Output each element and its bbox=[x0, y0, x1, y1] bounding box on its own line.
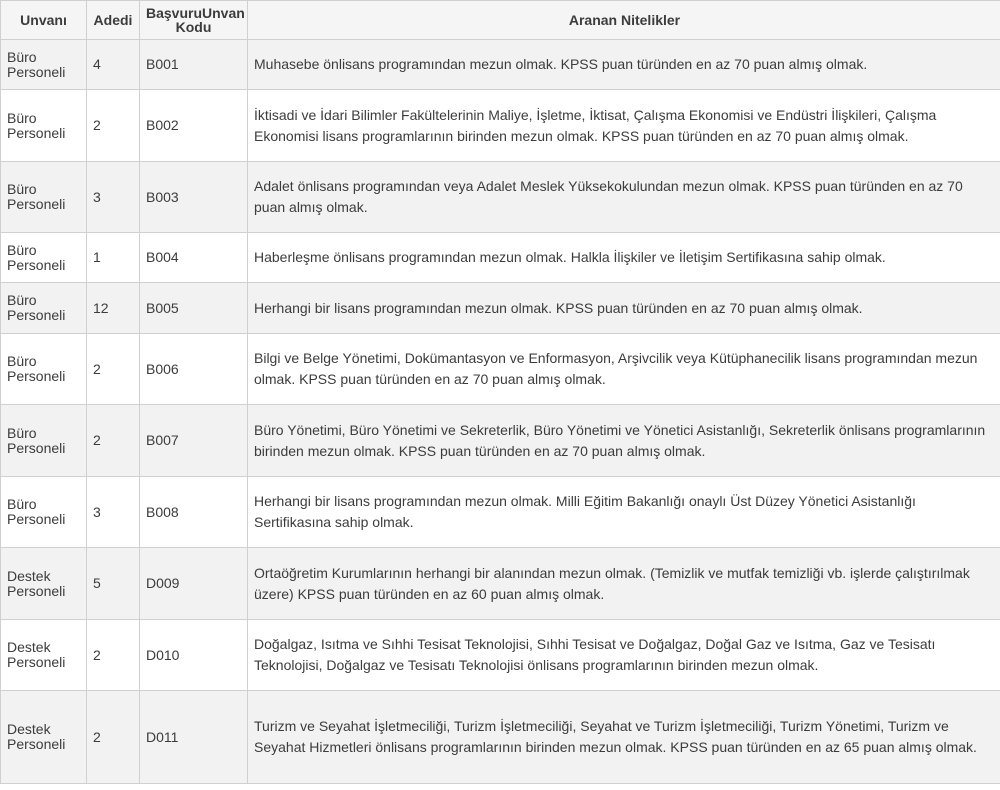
table-row bbox=[1, 477, 1000, 548]
cell-adedi: 12 bbox=[87, 283, 140, 334]
cell-adedi: 2 bbox=[87, 620, 140, 691]
cell-nitelik: Turizm ve Seyahat İşletmeciliği, Turizm İşletmeciliği, Seyahat ve Turizm İşletmeciliği, Turizm Yönetimi, Turizm ve Seyahat Hizmetleri önlisans programlarının birinden mezun olmak. KPSS puan türünden en az 65 puan almış olmak. bbox=[248, 691, 1000, 784]
cell-kod: B004 bbox=[140, 233, 248, 283]
unvan-line2: Personeli bbox=[7, 256, 66, 273]
cell-unvan bbox=[1, 405, 87, 477]
table-row bbox=[1, 233, 1000, 283]
unvan-line2: Personeli bbox=[7, 439, 66, 456]
table-body bbox=[1, 40, 1000, 784]
header-adedi: Adedi bbox=[87, 1, 140, 40]
cell-kod: B008 bbox=[140, 477, 248, 548]
unvan-line1: Büro bbox=[7, 496, 37, 512]
unvan-line2: Personeli bbox=[7, 654, 66, 670]
cell-unvan bbox=[1, 90, 87, 162]
unvan-line1: Büro bbox=[7, 292, 37, 308]
table-row bbox=[1, 40, 1000, 90]
cell-nitelik: Muhasebe önlisans programından mezun olmak. KPSS puan türünden en az 70 puan almış olmak. bbox=[248, 40, 1000, 90]
cell-nitelik: Adalet önlisans programından veya Adalet Meslek Yüksekokulundan mezun olmak. KPSS puan türünden en az 70 puan almış olmak. bbox=[248, 162, 1000, 233]
cell-nitelik: Herhangi bir lisans programından mezun olmak. KPSS puan türünden en az 70 puan almış olmak. bbox=[248, 283, 1000, 334]
unvan-line2: Personeli bbox=[7, 124, 66, 141]
cell-kod: B006 bbox=[140, 334, 248, 405]
unvan-line2: Personeli bbox=[7, 368, 66, 384]
cell-adedi: 2 bbox=[87, 405, 140, 477]
table-row bbox=[1, 162, 1000, 233]
cell-nitelik: İktisadi ve İdari Bilimler Fakültelerinin Maliye, İşletme, İktisat, Çalışma Ekonomisi ve Endüstri İlişkileri, Çalışma Ekonomisi lisans programlarının birinden mezun olmak. KPSS puan türünden en az 70 puan almış olmak. bbox=[248, 90, 1000, 162]
header-basvuru-kodu-line2: Kodu bbox=[175, 19, 212, 35]
cell-unvan bbox=[1, 162, 87, 233]
cell-adedi: 1 bbox=[87, 233, 140, 283]
cell-nitelik: Herhangi bir lisans programından mezun olmak. Milli Eğitim Bakanlığı onaylı Üst Düzey Yönetici Asistanlığı Sertifikasına sahip olmak. bbox=[248, 477, 1000, 548]
cell-unvan bbox=[1, 691, 87, 784]
unvan-line2: Personeli bbox=[7, 196, 66, 212]
unvan-line1: Büro bbox=[7, 424, 37, 441]
cell-kod: D009 bbox=[140, 548, 248, 620]
table-row bbox=[1, 691, 1000, 784]
unvan-line2: Personeli bbox=[7, 307, 66, 323]
cell-unvan bbox=[1, 233, 87, 283]
unvan-line1: Büro bbox=[7, 181, 37, 197]
cell-kod: B005 bbox=[140, 283, 248, 334]
table-row bbox=[1, 620, 1000, 691]
unvan-line1: Büro bbox=[7, 241, 37, 258]
cell-adedi: 3 bbox=[87, 477, 140, 548]
cell-adedi: 3 bbox=[87, 162, 140, 233]
cell-adedi: 5 bbox=[87, 548, 140, 620]
cell-nitelik: Bilgi ve Belge Yönetimi, Dokümantasyon ve Enformasyon, Arşivcilik veya Kütüphanecilik lisans programından mezun olmak. KPSS puan türünden en az 70 puan almış olmak. bbox=[248, 334, 1000, 405]
unvan-line1: Büro bbox=[7, 48, 37, 65]
cell-kod: B007 bbox=[140, 405, 248, 477]
unvan-line1: Büro bbox=[7, 109, 37, 126]
table-header-row bbox=[1, 1, 1000, 40]
header-basvuru-kodu-line1: BaşvuruUnvan bbox=[146, 5, 245, 21]
unvan-line1: Büro bbox=[7, 353, 37, 369]
table-row bbox=[1, 283, 1000, 334]
cell-kod: D010 bbox=[140, 620, 248, 691]
header-aranan-nitelikler: Aranan Nitelikler bbox=[248, 1, 1000, 40]
cell-kod: D011 bbox=[140, 691, 248, 784]
cell-unvan bbox=[1, 40, 87, 90]
unvan-line2: Personeli bbox=[7, 582, 66, 599]
unvan-line1: Destek bbox=[7, 721, 51, 737]
table-row bbox=[1, 334, 1000, 405]
cell-unvan bbox=[1, 548, 87, 620]
cell-adedi: 2 bbox=[87, 334, 140, 405]
cell-nitelik: Ortaöğretim Kurumlarının herhangi bir alanından mezun olmak. (Temizlik ve mutfak temizliği vb. işlerde çalıştırılmak üzere) KPSS puan türünden en az 60 puan almış olmak. bbox=[248, 548, 1000, 620]
header-unvan: Unvanı bbox=[1, 1, 87, 40]
cell-unvan bbox=[1, 283, 87, 334]
cell-adedi: 2 bbox=[87, 90, 140, 162]
table-row bbox=[1, 90, 1000, 162]
cell-adedi: 4 bbox=[87, 40, 140, 90]
cell-nitelik: Doğalgaz, Isıtma ve Sıhhi Tesisat Teknolojisi, Sıhhi Tesisat ve Doğalgaz, Doğal Gaz ve Isıtma, Gaz ve Tesisatı Teknolojisi, Doğalgaz ve Tesisatı Teknolojisi önlisans programlarının birinden mezun olmak. bbox=[248, 620, 1000, 691]
table-row bbox=[1, 405, 1000, 477]
unvan-line2: Personeli bbox=[7, 736, 66, 752]
cell-unvan bbox=[1, 334, 87, 405]
unvan-line1: Destek bbox=[7, 639, 51, 655]
cell-kod: B003 bbox=[140, 162, 248, 233]
unvan-line1: Destek bbox=[7, 567, 51, 584]
header-basvuru-kodu bbox=[140, 1, 248, 40]
cell-kod: B002 bbox=[140, 90, 248, 162]
cell-kod: B001 bbox=[140, 40, 248, 90]
cell-unvan bbox=[1, 477, 87, 548]
cell-unvan bbox=[1, 620, 87, 691]
unvan-line2: Personeli bbox=[7, 63, 66, 80]
cell-nitelik: Haberleşme önlisans programından mezun olmak. Halkla İlişkiler ve İletişim Sertifikasına sahip olmak. bbox=[248, 233, 1000, 283]
unvan-line2: Personeli bbox=[7, 511, 66, 527]
table-row bbox=[1, 548, 1000, 620]
cell-nitelik: Büro Yönetimi, Büro Yönetimi ve Sekreterlik, Büro Yönetimi ve Yönetici Asistanlığı, Sekreterlik önlisans programlarının birinden mezun olmak. KPSS puan türünden en az 70 puan almış olmak. bbox=[248, 405, 1000, 477]
cell-adedi: 2 bbox=[87, 691, 140, 784]
